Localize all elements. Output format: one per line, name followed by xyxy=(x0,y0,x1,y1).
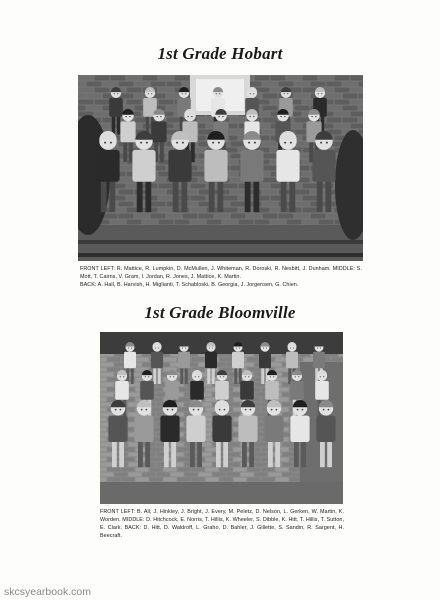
section-title-bloomville: 1st Grade Bloomville xyxy=(144,303,296,322)
caption-hobart xyxy=(80,265,362,289)
caption-bloomville-line: FRONT LEFT: B. All, J. Hinkley, J. Bright, J. Every, M. Peletz, D. Nelson, L. Gerken, W. Martin, K. Worden. MIDDLE: D. Hitchcock, E. Norris, T. Hillis, K. Wheeler, S. Dibble, K. Hitt, T. Hillis, T. Sutton, E. Clark. BACK: D. Hitt, D. Waldroff, L. Graho, D. Bahler, J. Gillette, S. Sandin, R. Sargent, H. Beecraft. xyxy=(100,509,344,539)
caption-hobart-line: FRONT LEFT: R. Mattice, R. Lumpkin, D. McMullen, J. Whiteman, R. Doroski, R. Nesbitt, J. Dunham. MIDDLE: S. Mott, T. Cairns, V. Gram, I. Jordan, R. Jones, J. Mattice, K. Martin. xyxy=(80,266,362,280)
class-photo-hobart xyxy=(78,75,363,261)
section-title-hobart: 1st Grade Hobart xyxy=(157,44,283,63)
caption-bloomville xyxy=(100,508,344,540)
class-photo-bloomville xyxy=(100,332,343,504)
watermark: skcsyearbook.com xyxy=(4,586,91,598)
caption-hobart-line: BACK: A. Hall, B. Harvish, H. Miglianti, T. Schabloski, B. Georgia, J. Jorgensen, G. Chien. xyxy=(80,282,299,288)
